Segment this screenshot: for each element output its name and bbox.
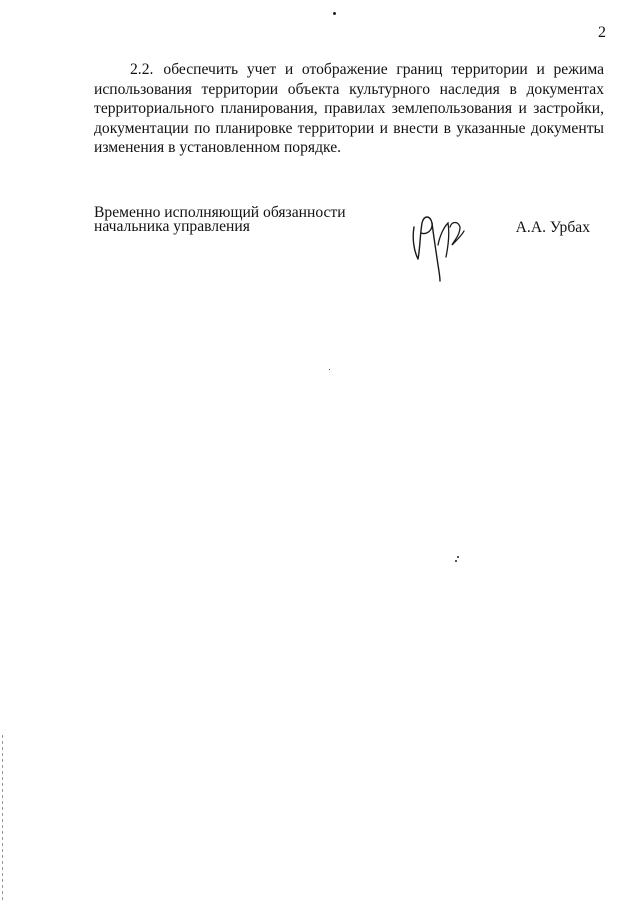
handwritten-signature-icon xyxy=(408,205,468,285)
clause-2-2 xyxy=(94,60,604,158)
signatory-name: А.А. Урбах xyxy=(515,219,590,236)
signatory-position xyxy=(94,206,346,234)
scan-speck xyxy=(329,369,330,370)
position-line-1: Временно исполняющий обязанности xyxy=(94,204,346,221)
clause-number: 2.2. xyxy=(130,61,154,78)
scan-speck xyxy=(457,556,459,558)
scan-speck xyxy=(333,12,336,15)
scan-speck xyxy=(455,560,457,562)
page-number: 2 xyxy=(598,24,606,41)
clause-text: обеспечить учет и отображение границ территории и режима использования территории объекта культурного наследия в документах территориального планирования, правилах землепользования и застройки, документации по планировке территории и внести в указанные документы изменения в установленном порядке. xyxy=(94,61,604,157)
scan-margin-artifact xyxy=(2,735,3,900)
position-line-2: начальника управления xyxy=(94,218,250,235)
